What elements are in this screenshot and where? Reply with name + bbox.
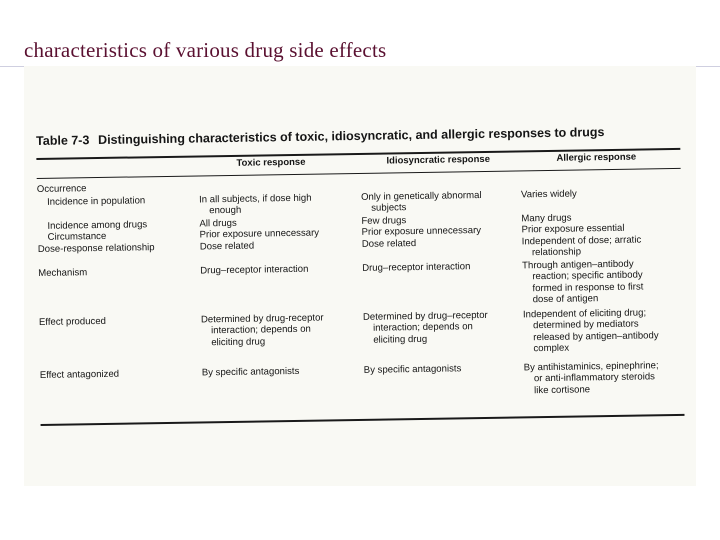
cell-line: complex xyxy=(533,342,570,355)
toxic-cell xyxy=(202,366,300,379)
cell-line: reaction; specific antibody xyxy=(532,269,643,283)
scanned-table-image xyxy=(24,66,696,486)
cell-line: Determined by drug-receptor xyxy=(200,312,324,326)
cell-line: Determined by drug–receptor xyxy=(362,309,488,323)
idiosyncratic-cell xyxy=(361,214,481,250)
drug-response-table xyxy=(36,124,685,434)
toxic-cell xyxy=(199,193,312,218)
cell-line: interaction; depends on xyxy=(373,321,473,335)
row-label xyxy=(39,316,106,328)
cell-line: Dose related xyxy=(361,237,417,250)
table-caption xyxy=(36,124,680,148)
cell-line: Effect produced xyxy=(38,315,107,328)
cell-line: Only in genetically abnormal xyxy=(360,190,482,203)
table-caption-text: Distinguishing characteristics of toxic, idiosyncratic, and allergic responses to drugs xyxy=(97,125,605,148)
table-number: Table 7-3 xyxy=(36,133,90,148)
toxic-cell xyxy=(199,217,319,253)
idiosyncratic-cell xyxy=(363,310,488,346)
cell-line: Occurrence xyxy=(36,183,87,195)
idiosyncratic-cell xyxy=(361,190,482,215)
cell-line: Many drugs xyxy=(521,212,572,225)
cell-line: Drug–receptor interaction xyxy=(362,261,471,274)
row-label xyxy=(37,195,145,208)
cell-line: Prior exposure unnecessary xyxy=(361,225,482,239)
cell-line: Incidence in population xyxy=(46,195,146,208)
toxic-cell xyxy=(200,264,308,277)
toxic-cell xyxy=(201,313,324,349)
cell-line: Dose related xyxy=(199,240,255,253)
row-label xyxy=(37,183,87,195)
cell-line: By specific antagonists xyxy=(363,363,462,376)
cell-line: Prior exposure unnecessary xyxy=(199,227,320,241)
column-header-allergic: Allergic response xyxy=(556,151,637,164)
cell-line: eliciting drug xyxy=(373,333,428,346)
cell-line: formed in response to first xyxy=(532,281,644,295)
allergic-cell xyxy=(521,189,577,201)
cell-line: like cortisone xyxy=(534,384,591,397)
cell-line: relationship xyxy=(531,246,582,259)
idiosyncratic-cell xyxy=(362,261,470,274)
cell-line: released by antigen–antibody xyxy=(533,330,659,344)
allergic-cell xyxy=(524,360,659,396)
cell-line: Prior exposure essential xyxy=(521,223,625,236)
column-header-toxic: Toxic response xyxy=(236,156,306,169)
cell-line: Circumstance xyxy=(47,231,107,244)
cell-line: subjects xyxy=(371,202,407,215)
table-bottom-rule xyxy=(41,414,685,426)
cell-line: eliciting drug xyxy=(211,336,266,349)
allergic-cell xyxy=(521,212,641,259)
cell-line: By antihistaminics, epinephrine; xyxy=(523,360,659,374)
cell-line: or anti-inflammatory steroids xyxy=(533,371,656,385)
cell-line: Incidence among drugs xyxy=(47,219,148,232)
cell-line: All drugs xyxy=(199,217,237,230)
table-header-rule xyxy=(37,168,681,179)
cell-line: interaction; depends on xyxy=(211,324,311,337)
cell-line: Few drugs xyxy=(361,215,407,227)
slide-title: characteristics of various drug side effects xyxy=(24,38,387,62)
row-label xyxy=(40,369,119,382)
cell-line: Effect antagonized xyxy=(39,368,120,381)
allergic-cell xyxy=(522,258,644,306)
cell-line: Independent of dose; arratic xyxy=(521,234,642,248)
cell-line: Drug–receptor interaction xyxy=(200,263,309,277)
cell-line: Dose-response relationship xyxy=(37,241,155,255)
cell-line: Mechanism xyxy=(38,267,88,279)
idiosyncratic-cell xyxy=(364,363,462,376)
allergic-cell xyxy=(523,307,659,355)
row-label xyxy=(37,219,154,255)
cell-line: determined by mediators xyxy=(532,318,639,332)
cell-line: By specific antagonists xyxy=(201,365,300,379)
cell-line: Varies widely xyxy=(520,188,577,201)
row-label xyxy=(38,267,87,279)
cell-line: In all subjects, if dose high xyxy=(198,192,312,206)
cell-line: enough xyxy=(209,205,242,217)
cell-line: dose of antigen xyxy=(532,293,599,306)
column-header-idiosyncratic: Idiosyncratic response xyxy=(386,153,491,167)
cell-line: Independent of eliciting drug; xyxy=(522,307,647,321)
cell-line: Through antigen–antibody xyxy=(522,258,634,272)
